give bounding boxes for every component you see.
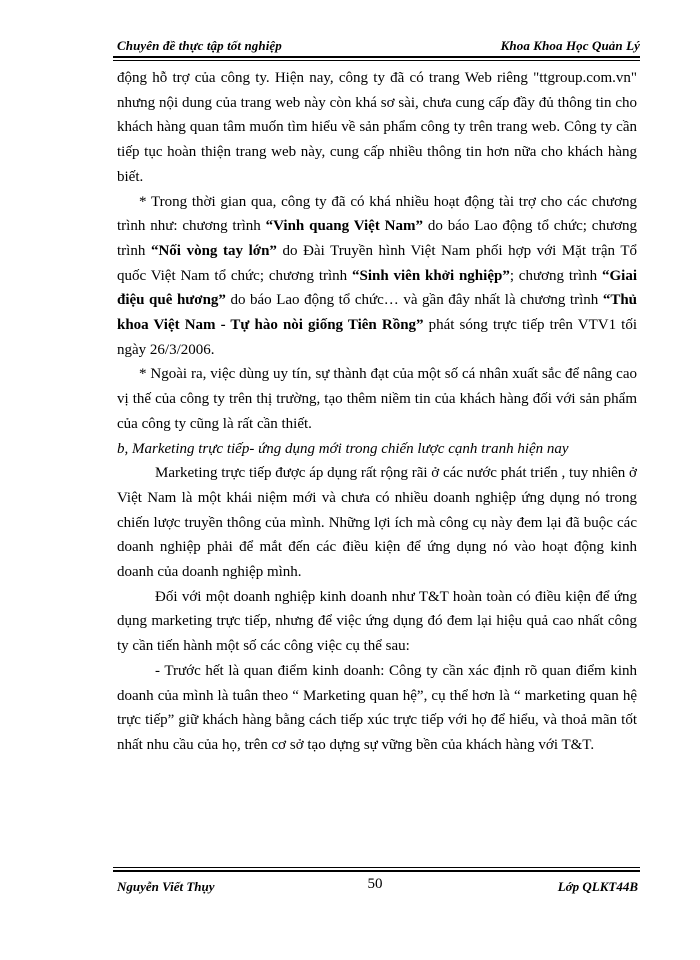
footer-rule-thin <box>113 867 640 868</box>
paragraph-3: * Ngoài ra, việc dùng uy tín, sự thành đạt của một số cá nhân xuất sắc để nâng cao vị thế của công ty trên thị trường, tạo thêm niềm tin của khách hàng đối với sản phẩm của công ty cũng là rất cần thiết. <box>117 366 637 432</box>
section-heading: b, Marketing trực tiếp- ứng dụng mới trong chiến lược cạnh tranh hiện nay <box>117 440 569 457</box>
header-rule <box>113 56 640 58</box>
paragraph-4: Marketing trực tiếp được áp dụng rất rộng rãi ở các nước phát triển , tuy nhiên ở Việt Nam là một khái niệm mới và chưa có nhiều doanh nghiệp ứng dụng nó trong chiến lược truyền thông của mình. Những lợi ích mà công cụ này đem lại đã buộc các doanh nghiệp phải để mắt đến các điều kiện để ứng dụng nó vào hoạt động kinh doanh của doanh nghiệp mình. <box>117 465 637 581</box>
document-body <box>117 66 637 758</box>
paragraph-1: động hỗ trợ của công ty. Hiện nay, công ty đã có trang Web riêng "ttgroup.com.vn" nhưng nội dung của trang web này còn khá sơ sài, chưa cung cấp đầy đủ thông tin cho khách hàng quan tâm muốn tìm hiểu về sản phẩm công ty trên trang web. Công ty cần tiếp tục hoàn thiện trang web này, cung cấp nhiều thông tin hơn nữa cho khách hàng biết. <box>117 70 637 185</box>
paragraph-5: Đối với một doanh nghiệp kinh doanh như T&T hoàn toàn có điều kiện để ứng dụng marketing trực tiếp, nhưng để việc ứng dụng đó đem lại hiệu quả cao nhất công ty cần tiến hành một số các công việc cụ thể sau: <box>117 588 637 655</box>
paragraph-6: - Trước hết là quan điểm kinh doanh: Công ty cần xác định rõ quan điểm kinh doanh của mình là tuân theo “ Marketing quan hệ”, cụ thể hơn là “ marketing quan hệ trực tiếp” giữ khách hàng bằng cách tiếp xúc trực tiếp với họ để hiểu, và thoả mãn tốt nhất nhu cầu của họ, trên cơ sở tạo dựng sự vững bền của khách hàng với T&T. <box>117 662 637 753</box>
paragraph-2: * Trong thời gian qua, công ty đã có khá nhiều hoạt động tài trợ cho các chương trình như: chương trình “Vinh quang Việt Nam” do báo Lao động tổ chức; chương trình “Nối vòng tay lớn” do Đài Truyền hình Việt Nam phối hợp với Mặt trận Tổ quốc Việt Nam tổ chức; chương trình “Sinh viên khởi nghiệp”; chương trình “Giai điệu quê hương” do báo Lao động tổ chức… và gần đây nhất là chương trình “Thủ khoa Việt Nam - Tự hào nòi giống Tiên Rồng” phát sóng trực tiếp trên VTV1 tối ngày 26/3/2006. <box>117 193 638 358</box>
header-right: Khoa Khoa Học Quản Lý <box>500 38 640 53</box>
footer-rule <box>113 870 640 872</box>
page-number: 50 <box>367 876 383 892</box>
header-rule-thin <box>113 60 640 61</box>
footer-class: Lớp QLKT44B <box>557 879 638 894</box>
header-left: Chuyên đề thực tập tốt nghiệp <box>117 38 282 53</box>
footer-author: Nguyễn Viết Thụy <box>117 879 215 894</box>
